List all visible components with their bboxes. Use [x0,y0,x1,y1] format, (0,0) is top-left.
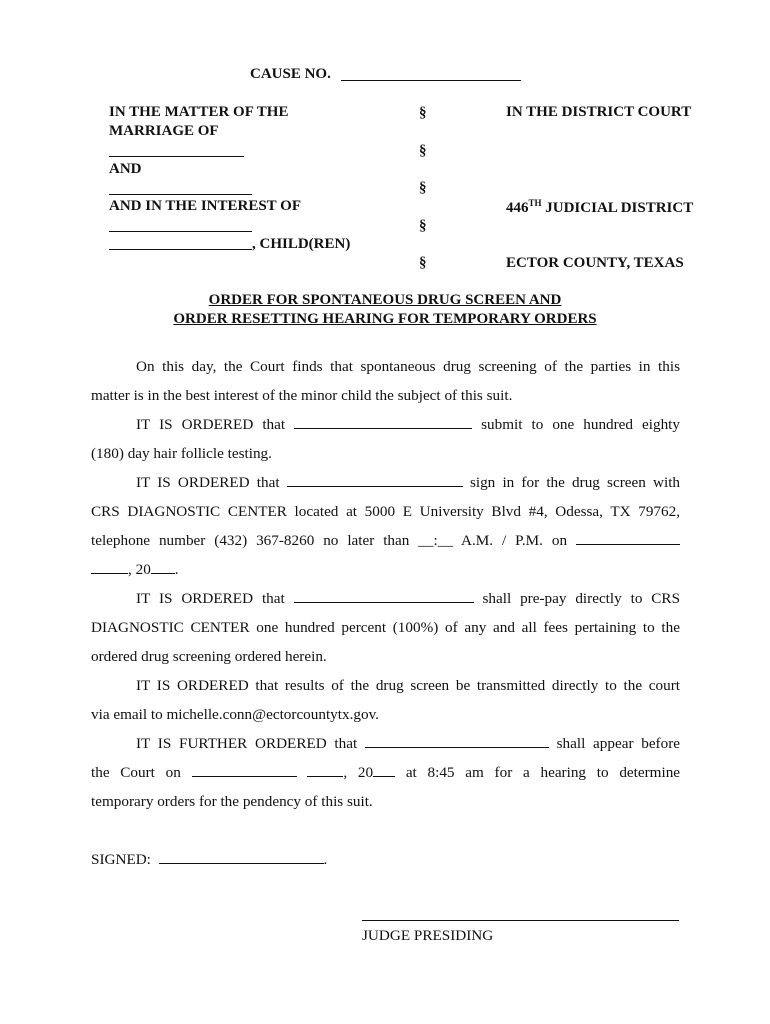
cause-number-label: CAUSE NO. [250,66,331,82]
paragraph-2-line2: (180) day hair follicle testing. [91,445,272,462]
respondent-name-blank[interactable] [109,194,252,195]
section-symbol: § [419,255,427,271]
section-symbol: § [419,218,427,234]
caption-county: ECTOR COUNTY, TEXAS [506,255,684,271]
paragraph-2-line1: IT IS ORDERED that submit to one hundred eighty [136,416,680,433]
party-name-blank[interactable] [365,735,549,748]
hearing-date-blank[interactable] [192,764,297,777]
paragraph-5-line2: via email to michelle.conn@ectorcountytx.gov. [91,706,379,723]
signed-line: SIGNED: . [91,851,328,868]
paragraph-3-line4: , 20 . [91,561,179,579]
party-name-blank[interactable] [287,474,463,487]
petitioner-name-blank[interactable] [109,156,244,157]
paragraph-1-line1: On this day, the Court finds that spontaneous drug screening of the parties in this [136,358,680,375]
paragraph-6-line2: the Court on , 20 at 8:45 am for a hearing to determine [91,764,681,781]
order-title-line1: ORDER FOR SPONTANEOUS DRUG SCREEN AND [208,292,562,308]
order-title-line2: ORDER RESETTING HEARING FOR TEMPORARY ORDERS [173,311,597,327]
paragraph-4-line2: DIAGNOSTIC CENTER one hundred percent (100%) of any and all fees pertaining to the [91,619,680,636]
section-symbol: § [419,143,427,159]
paragraph-5-line1: IT IS ORDERED that results of the drug screen be transmitted directly to the court [136,677,680,694]
section-symbol: § [419,105,427,121]
child-name-blank-1[interactable] [109,231,252,232]
party-name-blank[interactable] [294,416,472,429]
hearing-year-blank[interactable] [373,764,395,777]
caption-interest: AND IN THE INTEREST OF [109,198,301,214]
caption-children: , CHILD(REN) [252,236,351,252]
paragraph-3-line2: CRS DIAGNOSTIC CENTER located at 5000 E University Blvd #4, Odessa, TX 79762, [91,503,680,520]
judge-presiding-label: JUDGE PRESIDING [362,927,494,944]
paragraph-6-line3: temporary orders for the pendency of this suit. [91,793,373,810]
paragraph-3-line3: telephone number (432) 367-8260 no later than __:__ A.M. / P.M. on [91,532,680,550]
year-day-blank[interactable] [91,561,128,574]
signed-date-blank[interactable] [159,851,324,864]
caption-matter-line2: MARRIAGE OF [109,123,219,139]
caption-matter-line1: IN THE MATTER OF THE [109,104,289,120]
paragraph-4-line1: IT IS ORDERED that shall pre-pay directly to CRS [136,590,681,607]
year-blank[interactable] [151,561,175,574]
paragraph-6-line1: IT IS FURTHER ORDERED that shall appear before [136,735,681,752]
child-name-blank-2[interactable] [109,249,252,250]
caption-district: 446TH JUDICIAL DISTRICT [506,198,694,216]
cause-number-blank[interactable] [341,80,521,81]
section-symbol: § [419,180,427,196]
caption-court: IN THE DISTRICT COURT [506,104,692,120]
paragraph-3-line1: IT IS ORDERED that sign in for the drug screen with [136,474,681,491]
judge-signature-line[interactable] [362,920,679,921]
paragraph-4-line3: ordered drug screening ordered herein. [91,648,327,665]
party-name-blank[interactable] [294,590,474,603]
caption-and: AND [109,161,142,177]
date-blank[interactable] [576,532,680,545]
time-blank[interactable]: __:__ [418,532,453,549]
paragraph-1-line2: matter is in the best interest of the minor child the subject of this suit. [91,387,513,404]
hearing-day-blank[interactable] [307,764,343,777]
